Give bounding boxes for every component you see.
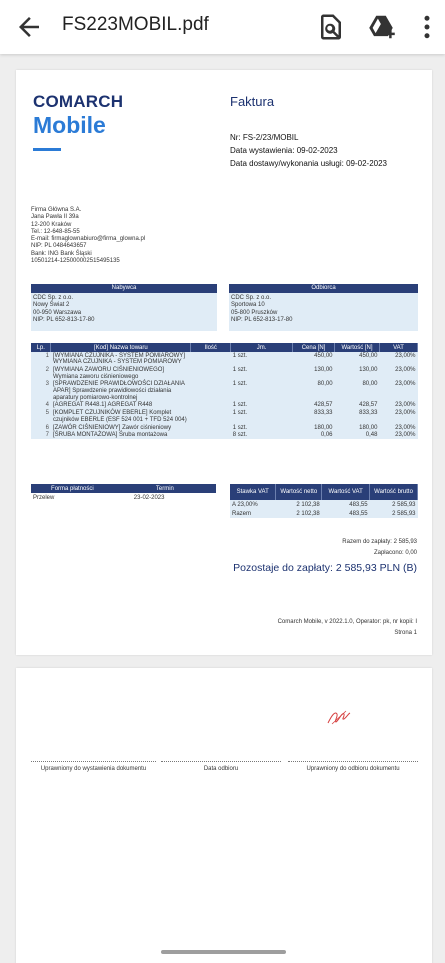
- col-name: [Kod] Nazwa towaru: [51, 343, 191, 352]
- app-bar: [0, 0, 445, 54]
- vat-net-header: Wartość netto: [276, 484, 322, 500]
- receiver-signature-line: [288, 761, 418, 762]
- item-qty: [191, 381, 231, 402]
- item-qty-display: 1: [232, 352, 237, 359]
- item-qty: [191, 352, 231, 366]
- item-vat: 23,00%: [379, 402, 417, 410]
- item-name: [SPRAWDZENIE PRAWIDŁOWOŚCI DZIAŁANIA APAR] Sprawdzenie prawidłowości działania aparatury pomiarowo-kontrolnej: [51, 381, 191, 402]
- item-unit-display: szt.: [236, 402, 248, 409]
- item-value: 0,48: [335, 432, 380, 440]
- back-arrow-icon[interactable]: [14, 12, 44, 42]
- item-price: 450,00: [293, 352, 335, 366]
- item-name: [KOMPLET CZUJNIKÓW EBERLE] Komplet czujników EBERLE (ESF 524 001 + TFD 524 004): [51, 410, 191, 424]
- seller-details: Firma Główna S.A. Jana Pawła II 39a 12-200 Kraków Tel.: 12-648-85-55 E-mail: firmaglownabiuro@firma_glowna.pl NIP: PL 0484643657 Bank: ING Bank Śląski 10501214-125000002515495135: [31, 207, 146, 265]
- item-qty: [191, 402, 231, 410]
- vat-cell-rate: Razem: [230, 509, 276, 518]
- file-title: FS223MOBIL.pdf: [62, 14, 209, 35]
- item-vat: 23,00%: [379, 424, 417, 432]
- item-lp: 1: [31, 352, 51, 366]
- item-value: 130,00: [335, 366, 380, 380]
- item-qty-display: 1: [232, 402, 237, 409]
- item-qty: [191, 410, 231, 424]
- vat-body: [230, 500, 418, 518]
- payment-table: [31, 484, 216, 503]
- vat-cell-vat: 483,55: [322, 509, 370, 518]
- item-qty: [191, 366, 231, 380]
- item-lp: 3: [31, 381, 51, 402]
- item-qty-display: 1: [232, 410, 237, 417]
- receiver-header: Odbiorca: [229, 284, 418, 293]
- item-lp: 7: [31, 432, 51, 440]
- issue-date: Data wystawienia: 09-02-2023: [230, 146, 338, 155]
- receipt-date-label: Data odbioru: [203, 766, 239, 772]
- table-row: [31, 424, 418, 432]
- item-unit: [231, 424, 293, 432]
- document-title: Faktura: [230, 94, 275, 109]
- vat-cell-gross: 2 585,93: [370, 509, 418, 518]
- item-value: 450,00: [335, 352, 380, 366]
- table-row: [31, 432, 418, 440]
- receiver-details: CDC Sp. z o.o. Sportowa 10 05-800 Pruszków NIP: PL 652-813-17-80: [229, 293, 418, 331]
- item-name: [AGREGAT R448.1] AGREGAT R448: [51, 402, 191, 410]
- item-name: [ZAWÓR CIŚNIENIOWY] Zawór ciśnieniowy: [51, 424, 191, 432]
- item-qty-display: 8: [232, 432, 237, 439]
- item-unit-display: szt.: [236, 410, 248, 417]
- find-in-page-icon[interactable]: [316, 12, 346, 42]
- buyer-header: Nabywca: [31, 284, 217, 293]
- item-unit: [231, 402, 293, 410]
- total-to-pay: Razem do zapłaty: 2 585,93: [342, 539, 417, 545]
- logo-comarch: COMARCH: [33, 92, 124, 111]
- receiver-signature-label: Uprawniony do odbioru dokumentu: [306, 766, 400, 772]
- vat-cell-gross: 2 585,93: [370, 500, 418, 509]
- item-name: [ŚRUBA MONTAŻOWA] Śruba montażowa: [51, 432, 191, 440]
- col-price: Cena [N]: [293, 343, 335, 352]
- item-name: [WYMIANA CZUJNIKA - SYSTEM POMIAROWY] WYMIANA CZUJNIKA - SYSTEM POMIAROWY: [51, 352, 191, 366]
- item-value: 180,00: [335, 424, 380, 432]
- col-lp: Lp.: [31, 343, 51, 352]
- remaining-to-pay: Pozostaje do zapłaty: 2 585,93 PLN (B): [233, 562, 417, 574]
- invoice-number: Nr: FS-2/23/MOBIL: [230, 133, 299, 142]
- payment-method-header: Forma płatności: [31, 484, 114, 493]
- issuer-signature-line: [31, 761, 156, 762]
- item-price: 130,00: [293, 366, 335, 380]
- item-qty: [191, 432, 231, 440]
- logo-mobile: Mobile: [33, 112, 106, 138]
- item-unit: [231, 352, 293, 366]
- item-unit: [231, 432, 293, 440]
- receipt-date-line: [161, 761, 281, 762]
- table-row: [31, 366, 418, 380]
- item-value: 80,00: [335, 381, 380, 402]
- item-unit-display: szt.: [236, 381, 248, 388]
- vat-cell-rate: A 23,00%: [230, 500, 276, 509]
- receiver-box: [229, 284, 418, 331]
- vat-cell-net: 2 102,38: [276, 509, 322, 518]
- pdf-page-1[interactable]: [16, 70, 432, 655]
- buyer-details: CDC Sp. z o.o. Nowy Świat 2 00-950 Warszawa NIP: PL 652-813-17-80: [31, 293, 217, 331]
- item-price: 0,06: [293, 432, 335, 440]
- gesture-navigation-bar[interactable]: [161, 950, 286, 954]
- payment-due: 23-02-2023: [133, 495, 165, 501]
- item-lp: 4: [31, 402, 51, 410]
- payment-due-header: Termin: [114, 484, 216, 493]
- item-vat: 23,00%: [379, 410, 417, 424]
- total-paid: Zapłacono: 0,00: [373, 550, 417, 556]
- table-row: [31, 381, 418, 402]
- buyer-box: [31, 284, 217, 331]
- vat-summary-table: [230, 484, 418, 518]
- vat-vat-header: Wartość VAT: [322, 484, 370, 500]
- item-vat: 23,00%: [379, 366, 417, 380]
- item-unit: [231, 410, 293, 424]
- handwritten-signature: [326, 705, 352, 727]
- item-vat: 23,00%: [379, 432, 417, 440]
- item-name: [WYMIANA ZAWORU CIŚNIENIOWEGO] Wymiana zaworu ciśnieniowego: [51, 366, 191, 380]
- item-price: 180,00: [293, 424, 335, 432]
- item-lp: 6: [31, 424, 51, 432]
- vat-row: [230, 509, 418, 518]
- col-value: Wartość [N]: [335, 343, 380, 352]
- generator-footer: Comarch Mobile, v 2022.1.0, Operator: pk, nr kopii: I: [277, 619, 417, 625]
- vat-row: [230, 500, 418, 509]
- item-unit: [231, 381, 293, 402]
- vat-cell-net: 2 102,38: [276, 500, 322, 509]
- col-vat: VAT: [379, 343, 417, 352]
- items-body: [31, 352, 418, 439]
- item-price: 80,00: [293, 381, 335, 402]
- delivery-date: Data dostawy/wykonania usługi: 09-02-2023: [230, 159, 387, 168]
- item-unit-display: szt.: [236, 352, 248, 359]
- google-drive-add-icon[interactable]: [366, 12, 396, 42]
- item-unit-display: szt.: [236, 424, 248, 431]
- table-row: [31, 410, 418, 424]
- item-value: 428,57: [335, 402, 380, 410]
- item-unit: [231, 366, 293, 380]
- table-row: [31, 402, 418, 410]
- col-unit: Jm.: [231, 343, 293, 352]
- item-vat: 23,00%: [379, 381, 417, 402]
- table-row: [31, 352, 418, 366]
- item-qty-display: 1: [232, 381, 237, 388]
- item-unit-display: szt.: [236, 366, 248, 373]
- item-qty-display: 1: [232, 366, 237, 373]
- item-lp: 2: [31, 366, 51, 380]
- vat-rate-header: Stawka VAT: [230, 484, 276, 500]
- item-price: 428,57: [293, 402, 335, 410]
- item-lp: 5: [31, 410, 51, 424]
- item-price: 833,33: [293, 410, 335, 424]
- page-number: Strona 1: [394, 630, 417, 636]
- item-value: 833,33: [335, 410, 380, 424]
- more-vertical-icon[interactable]: [412, 12, 442, 42]
- vat-cell-vat: 483,55: [322, 500, 370, 509]
- logo-underline: [33, 148, 61, 151]
- col-qty: Ilość: [191, 343, 231, 352]
- issuer-signature-label: Uprawniony do wystawienia dokumentu: [40, 766, 147, 772]
- item-vat: 23,00%: [379, 352, 417, 366]
- item-qty-display: 1: [232, 424, 237, 431]
- payment-method: Przelew: [33, 495, 55, 501]
- vat-gross-header: Wartość brutto: [370, 484, 418, 500]
- item-unit-display: szt.: [236, 432, 248, 439]
- item-qty: [191, 424, 231, 432]
- pdf-page-2[interactable]: [16, 668, 432, 963]
- items-table: [31, 343, 418, 439]
